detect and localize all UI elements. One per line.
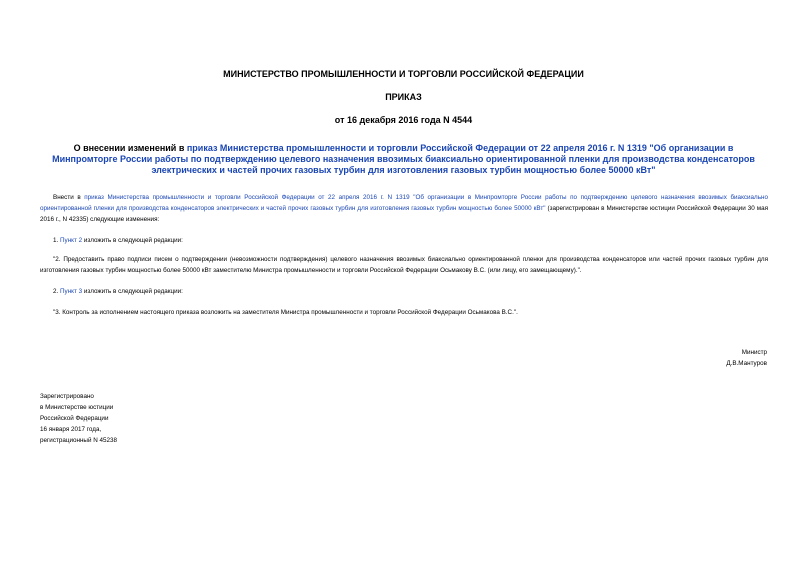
- p1-prefix: Внести в: [53, 194, 85, 201]
- registration-line-2: в Министерстве юстиции: [40, 404, 114, 411]
- title-link[interactable]: приказ Министерства промышленности и торговли Российской Федерации от 22 апреля 2016 г. N 1319 "Об организации в Минпромторге России работы по подтверждению целевого назначения ввозимых биаксиально ориентированной пленки для производства конденсаторов электрических и частей прочих газовых турбин для изготовления газовых турбин мощностью более 50000 кВт": [52, 143, 755, 175]
- p2-suffix: изложить в следующей редакции:: [82, 237, 183, 244]
- p4-prefix: 2.: [53, 288, 61, 295]
- signature-position: Министр: [741, 349, 767, 356]
- p4-point-link[interactable]: Пункт 3: [60, 288, 83, 295]
- signature-block: [726, 347, 767, 369]
- paragraph-intro: [40, 192, 768, 225]
- paragraph-item-2: [40, 286, 768, 297]
- registration-line-5: регистрационный N 45238: [40, 437, 118, 444]
- p2-point-link[interactable]: Пункт 2: [60, 237, 83, 244]
- paragraph-item-1: [40, 235, 768, 246]
- p4-suffix: изложить в следующей редакции:: [82, 288, 183, 295]
- signature-name: Д.В.Мантуров: [726, 360, 767, 367]
- registration-line-3: Российской Федерации: [40, 415, 109, 422]
- registration-block: [40, 391, 117, 446]
- paragraph-item-1-text: "2. Предоставить право подписи писем о подтверждении (невозможности подтверждения) целевого назначения ввозимых биаксиально ориентированной пленки для производства конденсаторов или частей прочих газовых турбин для изготовления газовых турбин мощностью более 50000 кВт заместителю Министра промышленности и торговли Российской Федерации Осьмакову В.С. (или лицу, его замещающему).".: [40, 256, 768, 274]
- p1-order-link[interactable]: приказ Министерства промышленности и торговли Российской Федерации от 22 апреля 2016 г. N 1319 "Об организации в Минпромторге России работы по подтверждению целевого назначения ввозимых биаксиально ориентированной пленки для производства конденсаторов электрических и частей прочих газовых турбин для изготовления газовых турбин мощностью более 50000 кВт": [40, 194, 768, 212]
- paragraph-item-2-text: "3. Контроль за исполнением настоящего приказа возложить на заместителя Министра промышленности и торговли Российской Федерации Осьмакова В.С.".: [53, 309, 518, 316]
- ministry-heading: МИНИСТЕРСТВО ПРОМЫШЛЕННОСТИ И ТОРГОВЛИ РОССИЙСКОЙ ФЕДЕРАЦИИ: [223, 69, 584, 79]
- registration-line-4: 16 января 2017 года,: [40, 426, 102, 433]
- document-title: [40, 143, 767, 176]
- title-prefix: О внесении изменений в: [73, 143, 187, 153]
- registration-line-1: Зарегистрировано: [40, 393, 94, 400]
- date-number-heading: от 16 декабря 2016 года N 4544: [334, 115, 473, 125]
- p2-prefix: 1.: [53, 237, 61, 244]
- p1-suffix: (зарегистрирован в Министерстве юстиции Российской Федерации 30 мая 2016 г., N 42335) следующие изменения:: [40, 205, 768, 223]
- document-type-heading: ПРИКАЗ: [385, 92, 422, 102]
